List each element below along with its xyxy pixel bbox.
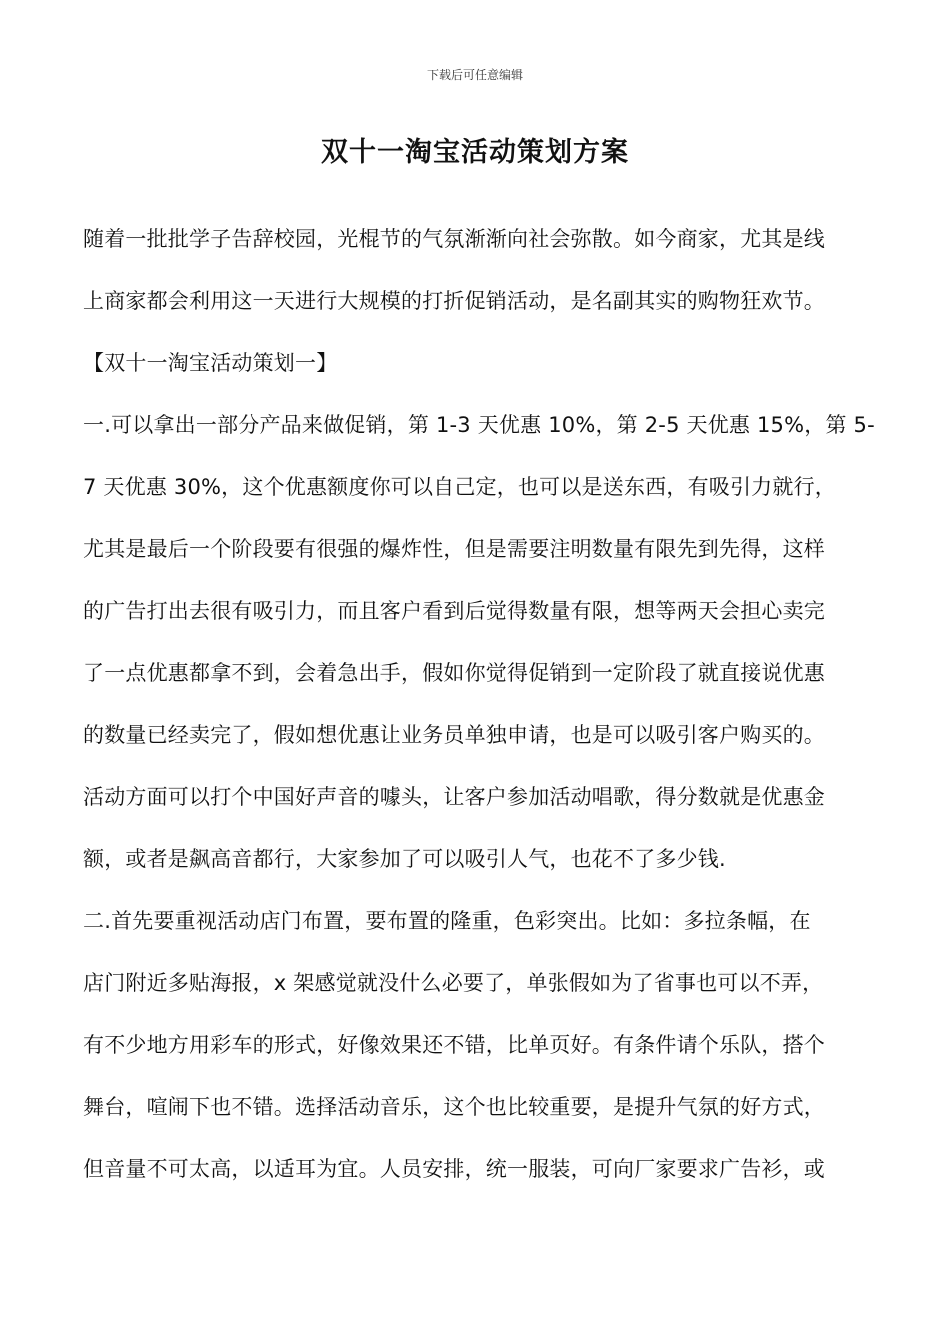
text-line: 有不少地方用彩车的形式，好像效果还不错，比单页好。有条件请个乐队，搭个 [83,1033,825,1057]
text-line: 额，或者是飙高音都行，大家参加了可以吸引人气，也花不了多少钱. [83,847,726,871]
section-heading: 【双十一淘宝活动策划一】 [83,351,338,375]
text-line: 一.可以拿出一部分产品来做促销，第 1-3 天优惠 10%，第 2-5 天优惠 15%，第 5- [83,413,875,437]
document-title: 双十一淘宝活动策划方案 [321,137,629,168]
text-line: 的广告打出去很有吸引力，而且客户看到后觉得数量有限，想等两天会担心卖完 [83,599,825,623]
document-body [83,208,875,1200]
text-line: 随着一批批学子告辞校园，光棍节的气氛渐渐向社会弥散。如今商家，尤其是线 [83,227,825,251]
text-line: 的数量已经卖完了，假如想优惠让业务员单独申请，也是可以吸引客户购买的。 [83,723,825,747]
text-line: 上商家都会利用这一天进行大规模的打折促销活动，是名副其实的购物狂欢节。 [83,289,825,313]
text-line: 尤其是最后一个阶段要有很强的爆炸性，但是需要注明数量有限先到先得，这样 [83,537,825,561]
header-note: 下载后可任意编辑 [426,68,523,82]
text-line: 了一点优惠都拿不到，会着急出手，假如你觉得促销到一定阶段了就直接说优惠 [83,661,825,685]
text-line: 二.首先要重视活动店门布置，要布置的隆重，色彩突出。比如：多拉条幅，在 [83,909,811,933]
text-line: 舞台，喧闹下也不错。选择活动音乐，这个也比较重要，是提升气氛的好方式， [83,1095,825,1119]
text-line: 7 天优惠 30%，这个优惠额度你可以自己定，也可以是送东西，有吸引力就行， [83,475,836,499]
text-line: 但音量不可太高，以适耳为宜。人员安排，统一服装，可向厂家要求广告衫，或 [83,1157,825,1181]
text-line: 店门附近多贴海报，x 架感觉就没什么必要了，单张假如为了省事也可以不弄， [83,971,824,995]
text-line: 活动方面可以打个中国好声音的噱头，让客户参加活动唱歌，得分数就是优惠金 [83,785,825,809]
